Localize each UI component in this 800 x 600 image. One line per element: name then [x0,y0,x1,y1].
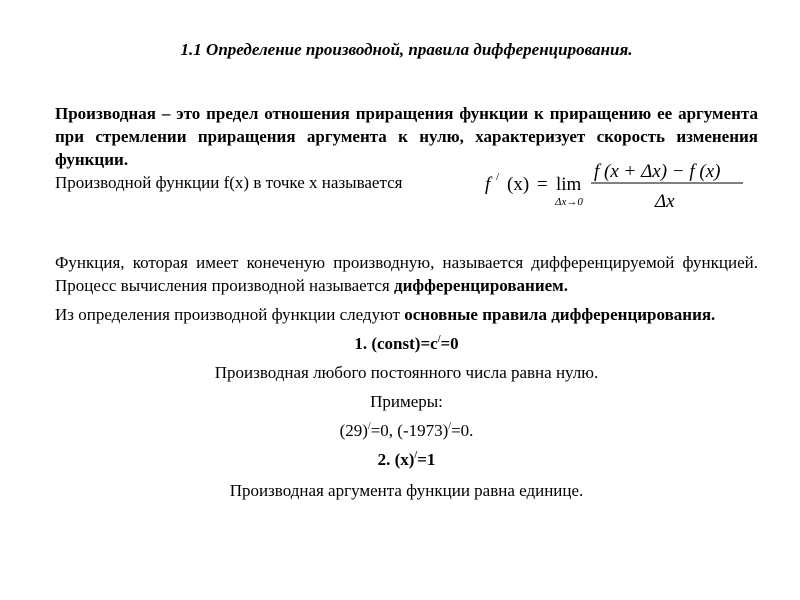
formula-equals: = [537,174,548,195]
formula-lhs-f: f [485,174,491,195]
examples-prime-1: / [367,421,371,432]
differentiable-paragraph [55,251,758,297]
rules-intro-text: Из определения производной функции следуют [55,305,405,324]
differentiable-text: Функция, которая имеет конеченую производную, называется дифференцируемой функцией. Процесс вычисления производной называется [55,253,758,295]
examples-label: Примеры: [370,392,443,411]
rule-1 [55,332,758,355]
rule-2-description: Производная аргумента функции равна единице. [229,481,584,500]
examples-prime-2: / [448,421,452,432]
rule-2-a: 2. (x) [377,450,415,469]
rule-1-prime: / [437,334,441,345]
document-page [55,40,758,502]
spacer [55,231,758,251]
rule-2-prime: / [414,450,418,461]
formula-lhs-prime: / [496,171,500,183]
examples-c: =0. [451,421,474,440]
intro-paragraph: Производная – это предел отношения приращения функции к приращению ее аргумента при стремлении приращения аргумента к нулю, характеризует скорость изменения функции. [55,104,758,169]
formula-lim-sub: Δx→0 [555,196,583,208]
rule-1-b: =0 [440,334,459,353]
formula-numerator: f (x + Δx) − f (x) [594,161,721,182]
rule-1-a: 1. (const)=c [354,334,438,353]
definition-text: Производной функции f(x) в точке x называется [55,173,403,192]
differentiable-bold: дифференцированием. [393,276,569,295]
formula-svg [485,155,745,213]
derivative-formula [485,155,745,213]
formula-lim: lim [556,174,582,195]
section-title: 1.1 Определение производной, правила дифференцирования. [180,40,633,59]
rule-2 [55,448,758,471]
definition-row [55,161,758,231]
rules-intro-paragraph [55,303,758,326]
rules-intro-bold: основные правила дифференцирования. [404,305,716,324]
formula-lhs-arg: (x) [507,174,530,195]
rule-1-description: Производная любого постоянного числа равна нулю. [214,363,599,382]
examples-a: (29) [339,421,368,440]
rule-2-b: =1 [417,450,436,469]
examples-line [55,419,758,442]
formula-denominator: Δx [655,191,675,212]
examples-b: =0, (-1973) [370,421,449,440]
